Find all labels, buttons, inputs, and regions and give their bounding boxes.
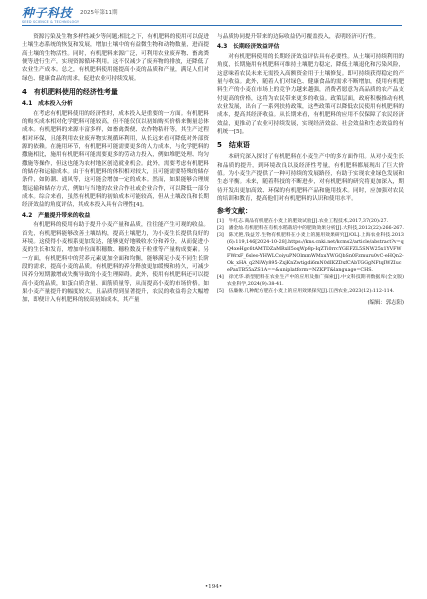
editor-credit: (编辑：郭志阳) bbox=[367, 300, 404, 307]
page-number: •194• bbox=[204, 584, 223, 590]
reference-item: [1] 牛红志.商品有机肥在小麦上的肥效试验[J].农业工程技术,2017,37(20):27. bbox=[217, 219, 389, 225]
right-column bbox=[217, 33, 404, 306]
paragraph-yield-revenue: 有机肥料的使用有助于提升小麦产量和品质，往往能产生可观的收益。首先，有机肥料能够改善土壤结构，提高土壤肥力，为小麦生长提供良好的环境。这使得小麦根系更加发达，能够更好地吸收水分和养分，从而促进小麦的生长和发育，增加单位面积穗数、穗粒数及千粒重等产量构成要素。另一方面，有机肥料中的营养元素更加全面和均衡，能够满足小麦不同生长阶段的需求，提高小麦的品质。有机肥料的养分释放更加缓慢和持久，可减少因养分短期激增或失衡导致的小麦生理障碍。此外，使用有机肥料还可以提高小麦的品质，如蛋白质含量、面筋质量等，从而提高小麦的市场价格。如果小麦产量提升的幅度较大，且品质得到显著提升，农民的收益将会大幅增加，即便计入有机肥料的较高初始成本，其产量 bbox=[22, 222, 209, 304]
journal-logo-subtitle: SEED SCIENCE & TECHNOLOGY bbox=[22, 20, 80, 24]
section-4-1-heading: 4.1 成本投入分析 bbox=[22, 101, 73, 108]
paragraph-long-term: 对有机肥料使用的长期经济效益评估具有必要性。从土壤可持续利用的角度，长期施用有机肥料可维持土壤肥力稳定，降低土壤退化和污染风险，这意味着农民未来无需投入高额资金用于土壤修复。即可持续获得稳定的产量与收益。此外，随着人们对绿色、健康食品的需求不断增加，使用有机肥料生产的小麦在市场上的竞争力越来越强，消费者愿意为高品质的农产品支付更高的价格，这将为农民带来更多的收益。政策层面，政府积极推动有机农业发展，出台了一系列扶持政策，这些政策可以降低农民使用有机肥料的成本，提高其经济收益。从长期来看，有机肥料的应用不仅保障了农民经济效益，更推动了农业可持续发展，实现经济效益、社会效益和生态效益的有机统一[5]。 bbox=[217, 53, 404, 135]
reference-item: [4] 徐光华.新型肥料在农业生产中的应用及推广探索[J].中文科技期刊数据库(全文版)农业科学,2024(9):38-41. bbox=[217, 275, 404, 288]
paragraph-env-benefit: 资源污染及生物多样性减少等问题;相比之下，有机肥料的使用可以促进土壤生态系统的恢复和发展，增加土壤中的有益微生物和动物数量，进而提高土壤的生物活性。同时，有机肥料来源广泛，可利用农业废弃物、畜禽粪便等进行生产，实现资源循环利用。这不仅减少了废弃物的排放，还降低了农业生产成本。总之，有机肥料使用能提高小麦的品质和产量，满足人们对绿色、健康食品的需求，促进农业可持续发展。 bbox=[22, 34, 209, 82]
paragraph-continued: 与品质协同提升带来的边际收益仍可覆盖投入，表明经济可行性。 bbox=[217, 34, 380, 40]
section-4-2-heading: 4.2 产量提升带来的收益 bbox=[22, 212, 91, 219]
page-header bbox=[0, 0, 427, 30]
paragraph-cost-analysis: 在考虑有机肥料使用的经济性时，成本投入是重要的一方面。有机肥料的购买成本相对化学肥料可能较高，但不能仅仅以初始购买价格来衡量总体成本。有机肥料的来源丰富多样，如畜禽粪便、农作物秸秆等，其生产过程相对环保，且能利用农业废弃物实现循环利用，从长远来看可降低对外部资源的依赖。在施用环节，有机肥料可能需要更多的人力成本，与化学肥料的撒施相比，施用有机肥料可能需要更多的劳动力投入，例如堆肥处理、均匀撒施等操作，但这也能为农村地区创造就业机会。此外，需要考虑有机肥料的储存和运输成本。由于有机肥料的体积相对较大，且可能需要特殊的储存条件，如防潮、通风等，这可能会增加一定的成本。然而，如果能够合理规划运输和储存方式，例如与当地的农业合作社或企业合作，可以降低一部分成本。综合来看，虽然有机肥料的初始成本可能较高，但从土壤改良和长期经济效益的角度评估，其成本投入具有合理性[4]。 bbox=[22, 110, 209, 209]
paragraph-conclusion: 本研究深入探讨了有机肥料在小麦生产中的多方面作用。从对小麦生长和品质的提升，到环境改良以及经济性考量，有机肥料都展现出了巨大价值。为小麦生产提供了一种可持续的发展路径，有助于实现农业绿色发展和生态平衡。未来，随着科技的不断进步，对有机肥料的研究将更加深入，期待开发出更加高效、环保的有机肥料产品和施用技术。同时，应加强对农民的培训和教育，提高他们对有机肥料的认识和使用水平。 bbox=[217, 154, 404, 202]
references-heading: 参考文献： bbox=[217, 207, 252, 216]
reference-item: [2] 潘金灿.有机肥料在有机水稻栽培中的肥效效果分析[J].大科技,2012(22):266-267. bbox=[217, 226, 404, 232]
header-rule bbox=[22, 25, 402, 26]
section-4-heading: 4 有机肥料使用的经济性考量 bbox=[22, 88, 118, 97]
section-5-heading: 5 结束语 bbox=[217, 141, 250, 150]
journal-logo-title: 种子科技 bbox=[22, 6, 73, 20]
left-column bbox=[22, 33, 209, 307]
reference-item: [5] 伍廉俊.几种配方肥在小麦上的应用效果探究[J].江西农业,2023(12):112-114. bbox=[217, 289, 395, 295]
journal-logo bbox=[22, 4, 78, 22]
issue-label: 2025年第11期 bbox=[80, 10, 118, 16]
reference-item: [3] 陈光艳,钱益芳.生物有机肥料在小麦上的施用效果研究[J/OL].上海农业科技.2013(6):119,146[2024-10-28].https://kns.cnki.net/kcms2/article/abstract?v=qQ4xeHgc6tAMTDZaMRxlI5oqWp8p-IqZTi0rrcYGEFZL5SNW25x1YVFWFWrxF_6sleo-YHWLCoiyuPNOlmmWMxuYWGQbSn0Fzmuru0vC-eHQn2-Ok_xHA_q2NiWy895-ZxjKnZwtigdi6mN0dIKZDxfCAbTGGgNFtqIWZIucePaxTB55aZS1A==&uniplatform=NZKPT&language=CHS. bbox=[217, 233, 404, 274]
section-4-3-heading: 4.3 长期经济效益评估 bbox=[217, 44, 280, 51]
